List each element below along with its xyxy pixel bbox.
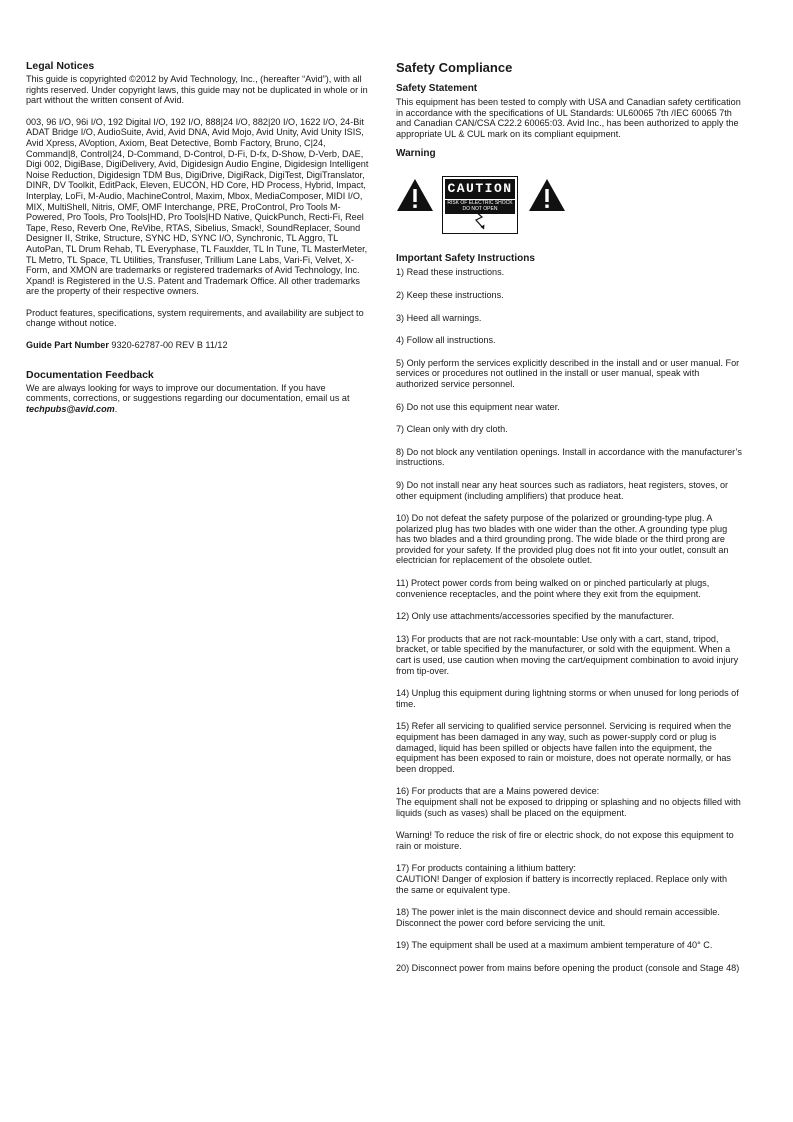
safety-instruction-item: 9) Do not install near any heat sources such as radiators, heat registers, stoves, or other equipment (including amplifiers) that produce heat. (396, 479, 729, 501)
feedback-email-link[interactable]: techpubs@avid.com (26, 403, 115, 414)
safety-instruction-item: 19) The equipment shall be used at a maximum ambient temperature of 40° C. (396, 940, 713, 951)
safety-instruction-item: 7) Clean only with dry cloth. (396, 424, 508, 435)
safety-instruction-item: 8) Do not block any ventilation openings. Install in accordance with the manufacturer’s instructions. (396, 446, 742, 468)
guide-part-number-label: Guide Part Number (26, 340, 109, 351)
feedback-paragraph (26, 383, 370, 415)
safety-instruction-item: 12) Only use attachments/accessories specified by the manufacturer. (396, 611, 675, 622)
trademarks-paragraph: 003, 96 I/O, 96i I/O, 192 Digital I/O, 192 I/O, 888|24 I/O, 882|20 I/O, 1622 I/O, 24-Bit ADAT Bridge I/O, AudioSuite, Avid, Avid DNA, Avid Mojo, Avid Unity, Avid Unity ISIS, Avid Xpress, AVoption, Axiom, Beat Detective, Bomb Factory, Bruno, C|24, Command|8, Control|24, D-Command, D-Control, D-Fi, D-fx, D-Show, D-Verb, DAE, Digi 002, DigiBase, DigiDelivery, Avid, Digidesign Audio Engine, Digidesign Intelligent Noise Reduction, Digidesign TDM Bus, DigiDrive, DigiRack, DigiTest, DigiTranslator, DINR, DV Toolkit, EditPack, Eleven, EUCON, HD Core, HD Process, Hybrid, Impact, Interplay, LoFi, M-Audio, MachineControl, Maxim, Mbox, MediaComposer, MIDI I/O, MIX, MultiShell, Nitris, OMF, OMF Interchange, PRE, ProControl, Pro Tools M-Powered, Pro Tools, Pro Tools|HD, Pro Tools|HD Native, QuickPunch, Recti-Fi, Reel Tape, Reso, Reverb One, ReVibe, RTAS, Sibelius, Smack!, SoundReplacer, Sound Designer II, Strike, Structure, SYNC HD, SYNC I/O, Synchronic, TL Aggro, TL AutoPan, TL Drum Rehab, TL Everyphase, TL Fauxlder, TL In Tune, TL MasterMeter, TL Metro, TL Space, TL Utilities, Transfuser, Trillium Lane Labs, Vari-Fi, Velvet, X-Form, and XMON are trademarks or registered trademarks of Avid Technology, Inc. Xpand! is Registered in the U.S. Patent and Trademark Office. All other trademarks are the property of their respective owners. (26, 116, 369, 297)
left-column (26, 60, 370, 414)
feedback-period: . (114, 403, 118, 414)
caution-line-2: DO NOT OPEN (462, 205, 498, 212)
safety-instruction-item: 11) Protect power cords from being walked on or pinched particularly at plugs, convenience receptacles, and the point where they exit from the equipment. (396, 578, 710, 599)
safety-instruction-item: 4) Follow all instructions. (396, 335, 496, 346)
safety-instruction-item: 18) The power inlet is the main disconnect device and should remain accessible. Disconnect the power cord before servicing the unit. (396, 907, 720, 928)
safety-compliance-heading: Safety Compliance (396, 60, 513, 75)
warning-heading: Warning (396, 148, 436, 160)
lightning-bolt-icon (473, 210, 486, 231)
safety-instruction-item: 14) Unplug this equipment during lightning storms or when unused for long periods of time. (396, 688, 739, 709)
warning-symbols (396, 176, 742, 238)
safety-instruction-item: 16) For products that are a Mains powered device: The equipment shall not be exposed to dripping or splashing and no objects filled with liquids (such as vases) shall be placed on the equipment. (396, 786, 741, 818)
caution-line-1: RISK OF ELECTRIC SHOCK (447, 200, 513, 207)
right-column (396, 60, 742, 986)
exclamation-triangle-icon (396, 178, 434, 212)
safety-instruction-item: 6) Do not use this equipment near water. (396, 401, 560, 412)
caution-label (442, 176, 518, 234)
safety-instruction-item: 13) For products that are not rack-mountable: Use only with a cart, stand, tripod, bracket, or table specified by the manufacturer, or sold with the equipment. When a cart is used, use caution when moving the cart/equipment combination to avoid injury from tip-over. (396, 633, 739, 676)
caution-title: CAUTION (445, 179, 515, 199)
safety-instruction-item: 10) Do not defeat the safety purpose of the polarized or grounding-type plug. A polarized plug has two blades with one wider than the other. A grounding type plug has two blades and a third grounding prong. The wide blade or the third prong are provided for your safety. If the provided plug does not fit into your outlet, consult an electrician for replacement of the obsolete outlet. (396, 513, 729, 566)
safety-instruction-item: 17) For products containing a lithium battery: CAUTION! Danger of explosion if battery is incorrectly replaced. Replace only with the same or equivalent type. (396, 863, 728, 895)
copyright-paragraph: This guide is copyrighted ©2012 by Avid Technology, Inc., (hereafter “Avid”), with all rights reserved. Under copyright laws, this guide may not be duplicated in whole or in part without the written consent of Avid. (26, 74, 368, 106)
feedback-text: We are always looking for ways to improve our documentation. If you have comments, corrections, or suggestions regarding our documentation, email us at (26, 382, 350, 404)
safety-instructions-list (396, 267, 742, 973)
safety-instruction-item: Warning! To reduce the risk of fire or electric shock, do not expose this equipment to rain or moisture. (396, 830, 734, 851)
guide-part-number-value: 9320-62787-00 REV B 11/12 (108, 340, 228, 351)
safety-instruction-item: 15) Refer all servicing to qualified service personnel. Servicing is required when the equipment has been damaged in any way, such as power-supply cord or plug is damaged, liquid has been spilled or objects have fallen into the equipment, the equipment has been exposed to rain or moisture, does not operate normally, or has been dropped. (396, 721, 732, 774)
documentation-feedback-heading: Documentation Feedback (26, 368, 154, 381)
safety-instruction-item: 20) Disconnect power from mains before opening the product (console and Stage 48) (396, 962, 740, 973)
legal-notices-heading: Legal Notices (26, 60, 95, 72)
safety-instruction-item: 5) Only perform the services explicitly described in the install and or user manual. For services or procedures not outlined in the install or user manual, speak with authorized service personnel. (396, 357, 740, 389)
safety-statement-paragraph: This equipment has been tested to comply with USA and Canadian safety certification in accordance with the specifications of UL Standards: UL60065 7th /IEC 60065 7th and Canadian CAN/CSA C22.2 60065:03. Avid Inc., has been authorized to apply the appropriate UL & CUL mark on its compliant equipment. (396, 97, 741, 139)
safety-instruction-item: 2) Keep these instructions. (396, 289, 504, 300)
guide-part-number (26, 340, 370, 351)
safety-instruction-item: 1) Read these instructions. (396, 267, 505, 278)
safety-instruction-item: 3) Heed all warnings. (396, 312, 482, 323)
exclamation-triangle-icon (528, 178, 566, 212)
safety-statement-heading: Safety Statement (396, 83, 478, 94)
product-features-paragraph: Product features, specifications, system requirements, and availability are subject to change without notice. (26, 307, 364, 329)
important-safety-instructions-heading: Important Safety Instructions (396, 253, 535, 265)
